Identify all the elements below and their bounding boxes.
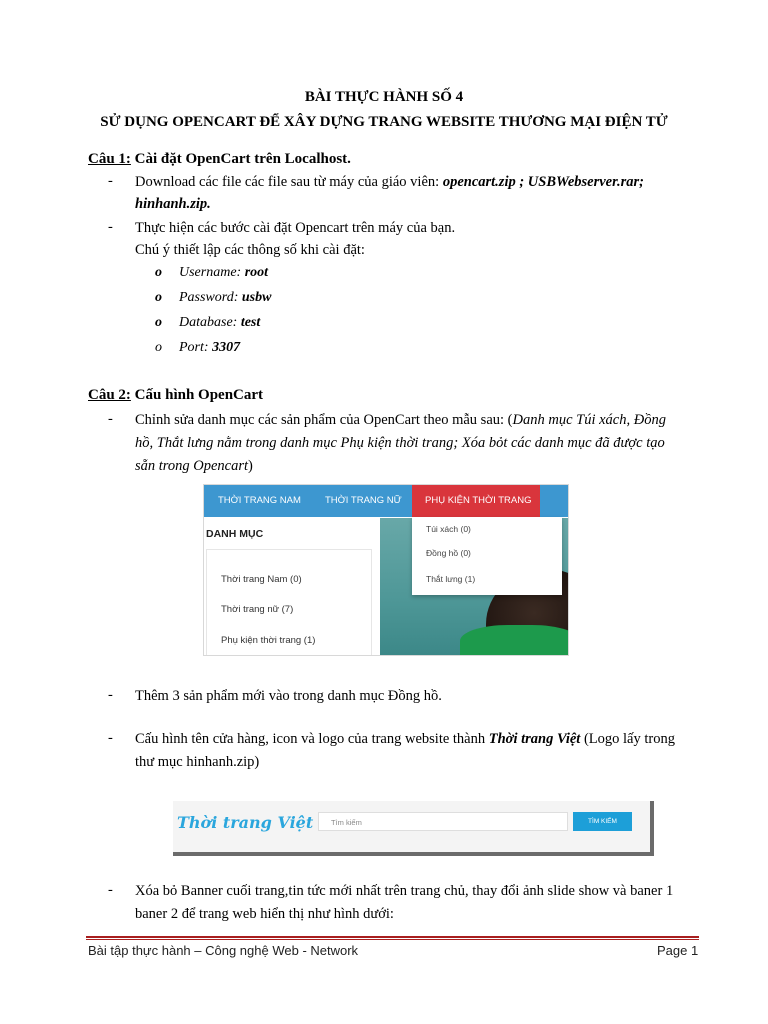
dropdown-item[interactable]: Túi xách (0) — [426, 524, 471, 534]
footer-rule — [86, 936, 699, 938]
s1-bullet2: Thực hiện các bước cài đặt Opencart trên máy của bạn. — [135, 220, 456, 236]
model-scarf — [460, 625, 569, 656]
s1-bullet2-note: Chú ý thiết lập các thông số khi cài đặt: — [135, 242, 365, 258]
sidebar-item[interactable]: Thời trang Nam (0) — [221, 574, 302, 585]
search-input[interactable]: Tìm kiếm — [318, 812, 568, 831]
s2-bullet3-plain: Cấu hình tên cửa hàng, icon và logo của trang website thành — [135, 731, 489, 747]
menu-screenshot — [203, 484, 569, 656]
section-1-title: Cài đặt OpenCart trên Localhost. — [130, 151, 351, 167]
category-nav — [204, 485, 568, 517]
s2-bullet4-line2: baner 2 để trang web hiển thị như hình dưới: — [135, 906, 394, 922]
dropdown-menu — [412, 517, 562, 595]
sidebar-item[interactable]: Phụ kiện thời trang (1) — [221, 635, 316, 646]
s1-bullet1-files-cont: hinhanh.zip. — [135, 196, 211, 212]
param-marker: o — [155, 315, 162, 330]
sidebar-item[interactable]: Thời trang nữ (7) — [221, 604, 294, 615]
s2-bullet3-bold: Thời trang Việt — [488, 731, 581, 747]
param-value: 3307 — [212, 340, 241, 355]
dash-marker: - — [108, 882, 113, 898]
s2-bullet3-line2: thư mục hinhanh.zip) — [135, 754, 260, 770]
param-key: Password: — [179, 290, 242, 305]
sidebar-box — [206, 549, 372, 656]
s2-bullet1-line1 — [135, 409, 666, 431]
s2-bullet1-line2: hồ, Thắt lưng nằm trong danh mục Phụ kiện thời trang; Xóa bỏt các danh mục đã được tạo — [135, 435, 665, 451]
dash-marker: - — [108, 687, 113, 703]
header-screenshot — [173, 801, 654, 856]
dash-marker: - — [108, 730, 113, 746]
s2-bullet1-line3-italic: sẵn trong Opencart — [135, 458, 249, 474]
s2-bullet1-italic: Danh mục Túi xách, Đồng — [512, 412, 666, 428]
doc-title: BÀI THỰC HÀNH SỐ 4 — [304, 89, 464, 105]
dropdown-item[interactable]: Thắt lưng (1) — [426, 574, 476, 584]
store-logo: Thời trang Việt — [177, 813, 314, 832]
s2-bullet1-line3-end: ) — [248, 458, 253, 474]
dash-marker: - — [108, 219, 113, 235]
param-item — [155, 315, 260, 331]
dash-marker: - — [108, 173, 113, 189]
footer-page: Page 1 — [657, 943, 699, 958]
section-1-heading — [88, 151, 351, 168]
doc-subtitle: SỬ DỤNG OPENCART ĐỂ XÂY DỰNG TRANG WEBSITE THƯƠNG MẠI ĐIỆN TỬ — [100, 114, 668, 130]
sidebar-title: DANH MỤC — [206, 528, 264, 540]
param-value: root — [244, 265, 269, 280]
s2-bullet3-end: (Logo lấy trong — [580, 731, 675, 747]
s2-bullet2: Thêm 3 sản phẩm mới vào trong danh mục Đồng hồ. — [135, 688, 442, 704]
section-2-title: Cấu hình OpenCart — [130, 387, 264, 403]
section-2-label: Câu 2: — [88, 387, 131, 403]
param-marker: o — [155, 340, 162, 355]
param-key: Database: — [179, 315, 241, 330]
param-value: usbw — [241, 290, 272, 305]
param-marker: o — [155, 265, 162, 280]
s1-bullet1-files: opencart.zip ; USBWebserver.rar; — [442, 174, 644, 190]
dash-marker: - — [108, 411, 113, 427]
param-key: Port: — [179, 340, 213, 355]
s2-bullet1-plain: Chỉnh sửa danh mục các sản phẩm của OpenCart theo mẫu sau: ( — [135, 412, 513, 428]
param-key: Username: — [179, 265, 245, 280]
nav-item-women[interactable]: THỜI TRANG NỮ — [325, 495, 402, 506]
dropdown-item[interactable]: Đồng hồ (0) — [426, 548, 471, 558]
param-value: test — [240, 315, 261, 330]
param-item — [155, 290, 271, 306]
s2-bullet4-line1: Xóa bỏ Banner cuối trang,tin tức mới nhất trên trang chủ, thay đổi ảnh slide show và baner 1 — [135, 883, 674, 899]
section-1-label: Câu 1: — [88, 151, 131, 167]
param-marker: o — [155, 290, 162, 305]
param-item — [155, 340, 240, 356]
footer-rule-thin — [86, 939, 699, 940]
nav-item-accessories[interactable]: PHỤ KIỆN THỜI TRANG — [425, 495, 532, 506]
s2-bullet3-line1 — [135, 728, 675, 750]
param-item — [155, 265, 268, 281]
nav-item-men[interactable]: THỜI TRANG NAM — [218, 495, 301, 506]
search-button[interactable]: TÌM KIẾM — [573, 812, 632, 831]
s1-bullet1 — [135, 171, 644, 193]
s1-bullet1-text: Download các file các file sau từ máy của giáo viên: — [135, 174, 443, 190]
s2-bullet1-line3 — [135, 455, 253, 477]
section-2-heading — [88, 387, 263, 404]
footer-left: Bài tập thực hành – Công nghệ Web - Network — [88, 943, 359, 958]
